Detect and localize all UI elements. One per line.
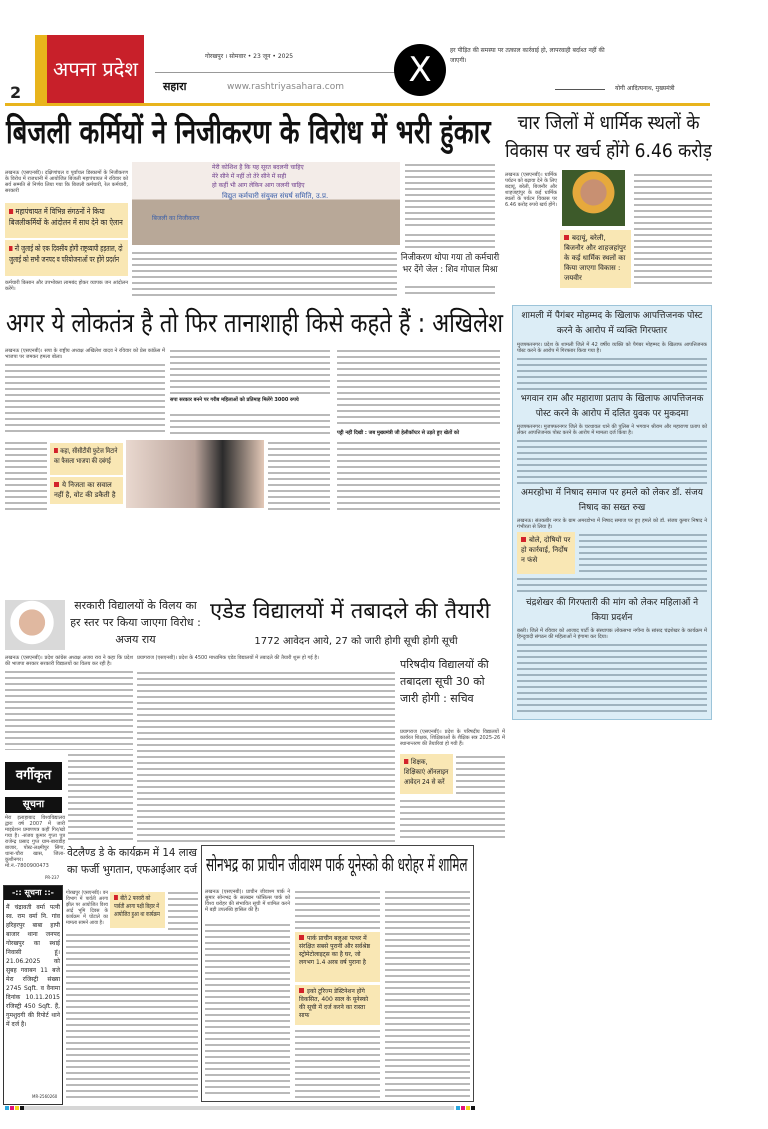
masthead-rule <box>155 72 395 73</box>
color-swatch <box>471 1106 475 1110</box>
story1-body-text <box>132 250 397 296</box>
footer-bar <box>24 1106 454 1110</box>
brief3-lead: लखनऊ। संतकबीर नगर के ग्राम अमरडोभा में निषाद समाज पर हुए हमले को डॉ. संजय कुमार निषाद ने गंभीरता से लिया है। <box>517 518 707 530</box>
story1-subheadline: निजीकरण थोपा गया तो कर्मचारी भर देंगे जेल : शिव गोपाल मिश्रा <box>400 253 500 275</box>
bullet-icon <box>299 935 304 940</box>
x-logo-icon: X <box>394 44 446 96</box>
story1-sub-body <box>405 284 495 298</box>
brief3-highlight <box>517 532 575 574</box>
notice2-text: मैं चंद्रावती वर्मा पत्नी स्व. राम वर्मा नि. गांव हरिहरपुर बाबा हापी बाजार थाना जनपद गोरखपुर का स्थाई निवासी हूं। 21.06.2025 को सुबह गवाबन 11 बजे मेरा रजिस्ट्री संख्या 2745 Sqft. व वैनामा दिनांक 10.11.2015 रजिस्ट्री 450 Sqft. हैं, गुमशुदगी की रिपोर्ट थाने में दर्ज है। <box>6 904 60 1028</box>
bullet-icon <box>54 482 59 487</box>
story1-highlight-1 <box>5 203 128 238</box>
story5-body <box>137 670 395 842</box>
brief1-headline: शामली में पैगंबर मोहम्मद के खिलाफ आपत्तिजनक पोस्ट करने के आरोप में व्यक्ति गिरफ्तार <box>521 311 703 336</box>
story7-body-col2a <box>295 889 380 929</box>
highlight-text: इको टूरिज्म डेस्टिनेशन होंगे विकसित, 400 साल के यूनेस्को की सूची में दर्ज करने का रास्ता साफ <box>299 988 369 1019</box>
section-title: अपना प्रदेश <box>47 35 144 103</box>
banner-text: हो कहीं भी आग लेकिन आग जलनी चाहिए <box>212 182 305 189</box>
quote-dash <box>555 89 605 90</box>
story2-lead: लखनऊ (एसएनबी)। धार्मिक पर्यटन को बढ़ावा देने के लिए बदायूं, बरेली, बिजनौर और शाहजहांपुर के कई धार्मिक स्थलों के पर्यटन विकास पर 6.46 करोड़ रुपये खर्च होंगे। <box>505 172 558 208</box>
story7-headline: सोनभद्र का प्राचीन जीवाश्म पार्क यूनेस्को की धरोहर में शामिल <box>206 854 468 876</box>
story3-lead: लखनऊ (एसएनबी)। सपा के राष्ट्रीय अध्यक्ष अखिलेश यादव ने रविवार को प्रेस कांफ्रेंस में भाजपा पर जमकर हमला बोला। <box>5 348 165 360</box>
bullet-icon <box>114 895 118 900</box>
story5-side-headline: परिषदीय विद्यालयों की तबादला सूची 30 को जारी होगी : सचिव <box>400 658 489 705</box>
brief3-body <box>579 532 707 574</box>
story1-highlight-2 <box>5 240 128 276</box>
brief1-body <box>517 356 707 390</box>
story1-tail: कर्मचारी किसान और उपभोक्ता लामबंद होकर व्यापक जन आंदोलन करेंगे। <box>5 280 128 292</box>
story5-side-body <box>456 754 505 794</box>
bullet-icon <box>9 209 13 214</box>
quote-attribution: योगी आदित्यनाथ, मुख्यमंत्री <box>615 85 675 92</box>
brief4-lead: बस्ती। जिले में रविवार को आजाद पार्टी के संस्थापक लोकसभा नगीना के सांसद चंद्रशेखर के कार्यक्रम में हिन्दूवादी संगठन की महिलाओं ने हंगामा कर दिया। <box>517 628 707 640</box>
notice2-code: MR-2560260 <box>32 1094 58 1099</box>
brief1-lead: मुजफ्फरनगर। प्रदेश के शामली जिले में 42 वर्षीय व्यक्ति को पैगंबर मोहम्मद के खिलाफ आपत्तिजनक पोस्ट करने के आरोप में गिरफ्तार किया गया है। <box>517 342 707 354</box>
story2-body-right <box>634 172 712 287</box>
color-swatch <box>466 1106 470 1110</box>
minister-photo <box>562 170 625 226</box>
classified-title: वर्गीकृत <box>5 762 62 790</box>
story6-lead: गोरखपुर (एसएनबी)। वन विभाग में पार्वती अरगा झील पर आयोजित विश्व आर्द्र भूमि दिवस के कार्यक्रम में घोटाले का मामला सामने आया है। <box>66 890 108 926</box>
notice-text: मेरा इलाहाबाद विश्वविद्यालय द्वारा वर्ष 2007 में जारी माइग्रेशन प्रमाणपत्र कहीं गिर/खो गया है। -संजय कुमार गुप्ता पुत्र राजेन्द्र प्रसाद गुप्त ग्राम-बाराडीह बाजार, पोस्ट-लक्ष्मीपुर सिंगा, थाना-चौरा खास, जिला-कुशीनगर। मो.नं.-7800900473 <box>5 815 65 869</box>
story5-lead: प्रयागराज (एसएनबी)। प्रदेश के 4500 माध्यमिक एडेड विद्यालयों में तबादले की तैयारी शुरू हो गई है। <box>137 655 319 661</box>
story5-side-lead: प्रयागराज (एसएनबी)। प्रदेश के परिषदीय विद्यालयों में कार्यरत शिक्षक, शिक्षिकाओं के शैक्षिक सत्र 2025-26 में स्थानान्तरण की तैयारियां हो गयी हैं। <box>400 729 505 747</box>
bullet-icon <box>54 448 58 453</box>
story6-body-right <box>168 890 198 930</box>
bullet-icon <box>299 988 304 993</box>
highlight-text: बोले, दोषियों पर हो कार्रवाई, निर्दोष न फंसे <box>521 536 571 564</box>
highlight-text: पार्क प्राचीन बलुआ पत्थर में संरक्षित सबसे पुरानी और सर्वश्रेष्ठ स्ट्रोमेटोलाइट्स का है घर, जो लगभग 1.4 अरब वर्ष पुराना है <box>299 935 371 966</box>
ajay-rai-photo <box>5 600 65 650</box>
highlight-text: बीते 2 फरवरी को पार्वती अरगा पक्षी विहार में आयोजित हुआ था कार्यक्रम <box>114 895 160 918</box>
story7-body-col2b <box>295 1028 380 1098</box>
highlight-text: बदायूं, बरेली, बिजनौर और शाहजहांपुर के कई धार्मिक स्थलों का किया जाएगा विकास : जयवीर <box>564 234 626 282</box>
story7-body-col1 <box>205 922 290 1097</box>
story3-body-col1 <box>5 362 165 432</box>
story5-side-body-2 <box>400 798 505 840</box>
akhilesh-press-photo <box>126 440 264 508</box>
story5-headline: एडेड विद्यालयों में तबादले की तैयारी <box>210 599 491 624</box>
story4-lead: लखनऊ (एसएनबी)। प्रदेश कांग्रेस अध्यक्ष अजय राय ने कहा कि प्रदेश की भाजपा सरकार सरकारी विद्यालयों का विलय कर रही है। <box>5 655 133 667</box>
story7-lead: लखनऊ (एसएनबी)। प्राचीन जीवाश्म पार्क ने सुमार सोनभद्र के सलखन फॉसिल्स पार्क को विश्व धरोहर की संभावित सूची में शामिल करने में बड़ी उपलब्धि हासिल की है। <box>205 889 290 913</box>
story1-right-bottom <box>405 232 495 248</box>
masthead-rule-yellow <box>5 103 710 106</box>
notice-code: PR-237 <box>45 875 60 880</box>
brief4-headline: चंद्रशेखर की गिरफ्तारी की मांग को लेकर महिलाओं ने किया प्रदर्शन <box>525 598 699 623</box>
story3-body-col2c <box>268 440 330 510</box>
story2-headline: चार जिलों में धार्मिक स्थलों के विकास पर खर्च होंगे 6.46 करोड़ <box>505 112 712 162</box>
story1-lead: लखनऊ (एसएनबी)। दक्षिणांचल व पूर्वांचल डिस्कामों के निजीकरण के विरोध में राजधानी में आयोजित बिजली महापंचायत में रविवार को सर्व सम्मति से निर्णय लिया गया कि बिजली कर्मचारी, रेल कर्मचारी, सरकारी <box>5 170 128 194</box>
story6-body <box>66 932 198 1100</box>
brief2-lead: मुजफ्फरनगर। मुजफ्फरनगर जिले के चरथावल थाने की पुलिस ने भगवान श्रीराम और महाराणा प्रताप को लेकर आपत्तिजनक पोस्ट करने के आरोप में मामला दर्ज किया है। <box>517 424 707 436</box>
bullet-icon <box>404 759 408 764</box>
story7-highlight-2 <box>295 985 380 1025</box>
story3-body-col2a <box>170 348 330 394</box>
story6-headline: वेटलैण्ड डे के कार्यक्रम में 14 लाख का फर्जी भुगतान, एफआईआर दर्ज <box>66 846 198 876</box>
bullet-icon <box>9 246 13 251</box>
highlight-text: ये निजता का सवाल नहीं है, वोट की डकैती है <box>54 481 116 499</box>
cm-quote: हर पीड़ित की समस्या पर तत्काल कार्रवाई हो, लापरवाही बर्दाश्त नहीं की जाएगी। <box>450 47 605 64</box>
story3-midhead-2: पट्टी नहीं दिखी : जब मुख्यमंत्री जी हेलीकॉप्टर से उड़ते हुए खेतों को <box>337 430 460 436</box>
highlight-text: शिक्षक, शिक्षिकाएं ऑनलाइन आवेदन 24 से करें <box>404 758 449 786</box>
banner-text: मेरे सीने में नहीं तो तेरे सीने में सही <box>212 173 287 180</box>
story4-body-2 <box>68 752 133 840</box>
brief3-headline: अमरहोभा में निषाद समाज पर हमले को लेकर डॉ. संजय निषाद का सख्त रुख <box>521 488 703 513</box>
page-number: 2 <box>10 83 22 102</box>
bullet-icon <box>564 235 569 240</box>
news-brief-box <box>512 305 712 720</box>
sahara-logo: सहारा <box>163 80 187 93</box>
story3-body-col3a <box>337 348 500 428</box>
color-swatch <box>461 1106 465 1110</box>
story3-highlight-2 <box>50 477 123 504</box>
bullet-icon <box>521 537 526 542</box>
color-swatch <box>456 1106 460 1110</box>
story3-body-left <box>5 440 47 510</box>
brief3-body-2 <box>517 576 707 594</box>
notice2-label: -:: सूचना ::- <box>4 886 62 900</box>
footer-swatches-right <box>456 1106 475 1110</box>
brief2-body <box>517 438 707 484</box>
story7-highlight-1 <box>295 932 380 982</box>
brief2-headline: भगवान राम और महाराणा प्रताप के खिलाफ आपत्तिजनक पोस्ट करने के आरोप में दलित युवक पर मुकदमा <box>520 394 704 419</box>
notice-label: सूचना <box>5 797 62 813</box>
story1-headline: बिजली कर्मियों ने निजीकरण के विरोध में भरी हुंकार <box>6 112 491 151</box>
brief4-body <box>517 642 707 714</box>
story1-photo <box>132 162 400 245</box>
dateline: गोरखपुर । सोमवार • 23 जून • 2025 <box>205 53 294 60</box>
highlight-text: महापंचायत में विभिन्न संगठनों ने किया बिजलीकर्मियों के आंदोलन में साथ देने का ऐलान <box>9 207 123 227</box>
section-strip <box>35 35 47 103</box>
story3-highlight-1 <box>50 443 123 475</box>
website-url[interactable]: www.rashtriyasahara.com <box>227 82 345 92</box>
story3-midhead: सपा सरकार बनने पर गरीब महिलाओं को प्रतिमाह मिलेंगे 3000 रुपये <box>170 397 299 403</box>
color-swatch <box>10 1106 14 1110</box>
color-swatch <box>5 1106 9 1110</box>
story3-headline: अगर ये लोकतंत्र है तो फिर तानाशाही किसे कहते हैं : अखिलेश <box>6 308 504 339</box>
story1-right-column <box>405 162 495 230</box>
banner-text: मेरी कोशिश है कि यह सूरत बदलनी चाहिए <box>212 164 304 171</box>
highlight-text: नौ जुलाई को एक दिवसीय होगी राष्ट्रव्यापी हड़ताल, दो जुलाई को सभी जनपद व परियोजनाओं पर होंगे प्रदर्शन <box>9 244 123 264</box>
color-swatch <box>15 1106 19 1110</box>
story2-highlight <box>560 230 631 288</box>
placard-text: बिजली का निजीकरण <box>152 215 200 222</box>
highlight-text: कहा, सीसीटीवी फुटेज मिटाने का फैसला भाजपा की दबंगई <box>54 447 118 465</box>
story5-highlight <box>400 754 453 794</box>
footer-swatches-left <box>5 1106 24 1110</box>
story3-body-col3b <box>337 440 500 510</box>
story7-body-col3 <box>385 889 470 1097</box>
story5-subhead: 1772 आवेदन आये, 27 को जारी होगी सूची होगी सूची <box>254 636 458 647</box>
story4-body <box>5 669 133 750</box>
story6-highlight <box>110 892 165 928</box>
story3-body-col2b <box>170 412 330 437</box>
story4-headline: सरकारी विद्यालयों के विलय का हर स्तर पर किया जाएगा विरोध : अजय राय <box>70 599 201 646</box>
banner-text: विद्युत कर्मचारी संयुक्त संघर्ष समिति, उ.प्र. <box>222 192 329 200</box>
